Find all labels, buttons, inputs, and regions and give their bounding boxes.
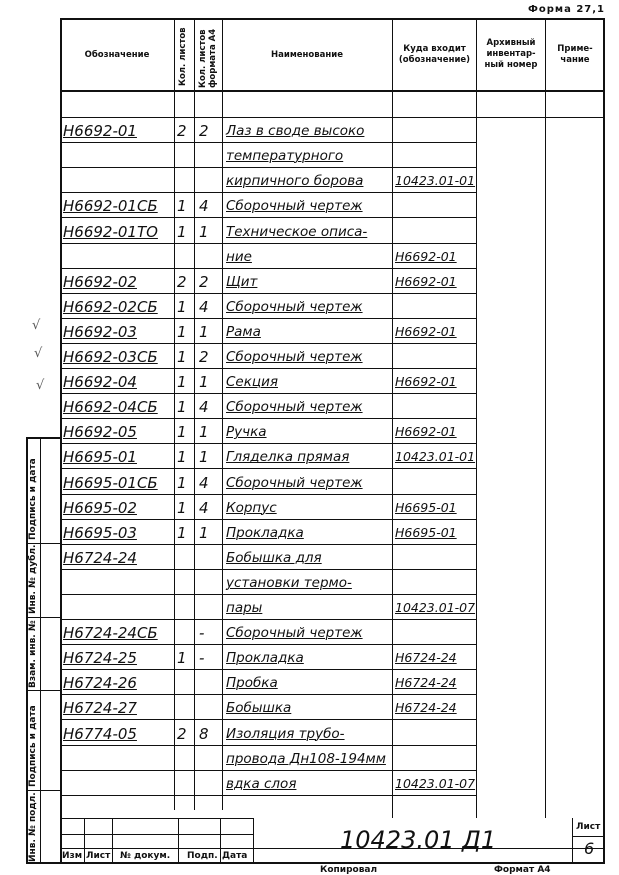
header-archive: Архивный инвентар- ный номер (484, 38, 538, 70)
row-line (60, 343, 477, 344)
row-designation: Н6724-26 (63, 674, 137, 693)
header-divider (60, 90, 605, 92)
row-designation: Н6692-02 (63, 272, 137, 291)
header-where-used: Куда входит (обозначение) (398, 44, 471, 65)
row-count: 1 (177, 498, 187, 517)
row-line (60, 569, 477, 570)
row-name: Рама (226, 323, 261, 340)
row-designation: Н6692-04СБ (63, 398, 158, 417)
stamp-podp: Подп. (187, 851, 218, 861)
sidebar-divider (26, 690, 60, 691)
row-designation: Н6692-04 (63, 373, 137, 392)
row-name: кирпичного борова (226, 173, 364, 190)
row-line (60, 519, 477, 520)
row-count: 1 (177, 197, 187, 216)
sidebar-podp-data-2: Подпись и дата (28, 705, 38, 787)
header-sheets-a4: Кол. листов формата А4 (198, 28, 218, 88)
header-name: Наименование (271, 50, 343, 60)
col-line-1 (174, 18, 175, 810)
row-name: Сборочный чертеж (226, 198, 363, 215)
row-a4: 4 (199, 197, 209, 216)
stamp-line (60, 834, 253, 835)
header-designation: Обозначение (84, 50, 150, 60)
stamp-data: Дата (222, 851, 248, 861)
row-line (60, 117, 605, 118)
row-count: 1 (177, 322, 187, 341)
row-designation: Н6724-27 (63, 699, 137, 718)
row-count: 1 (177, 297, 187, 316)
stamp-line (572, 836, 605, 837)
row-a4: 2 (199, 122, 209, 141)
sidebar-divider (26, 617, 60, 618)
header-note: Приме- чание (557, 44, 593, 65)
row-name: Сборочный чертеж (226, 349, 363, 365)
row-count: 1 (177, 473, 187, 492)
col-line-6 (545, 18, 546, 818)
row-where: Н6692-01 (395, 273, 457, 289)
row-a4: 4 (199, 398, 209, 417)
row-line (60, 368, 477, 369)
stamp-col (112, 818, 113, 864)
row-name: Прокладка (226, 524, 304, 541)
row-count: 1 (177, 523, 187, 542)
row-a4: 2 (199, 348, 209, 366)
row-count: 1 (177, 448, 187, 467)
row-line (60, 293, 477, 294)
row-line (60, 393, 477, 394)
row-name: Изоляция трубо- (226, 725, 345, 742)
row-where: Н6695-01 (395, 499, 457, 515)
stamp-col (84, 818, 85, 864)
row-line (60, 468, 477, 469)
sidebar-vzam: Взам. инв. № (28, 620, 38, 688)
row-count: 1 (177, 398, 187, 417)
row-where: 10423.01-01 (395, 449, 476, 465)
row-line (60, 443, 477, 444)
row-where: Н6692-01 (395, 248, 457, 264)
row-count: 2 (177, 272, 187, 291)
row-name: температурного (226, 148, 344, 165)
row-count: 1 (177, 222, 187, 241)
row-name: Щит (226, 273, 258, 290)
header-sheets-count: Кол. листов (178, 27, 188, 86)
row-designation: Н6695-02 (63, 498, 137, 517)
row-name: Техническое описа- (226, 223, 368, 240)
row-where: Н6724-24 (395, 675, 457, 691)
row-line (60, 418, 477, 419)
footer-copied: Копировал (320, 865, 378, 875)
row-where: 10423.01-01 (395, 173, 476, 189)
row-line (60, 268, 477, 269)
row-count: 1 (177, 649, 187, 668)
row-line (60, 494, 477, 495)
row-name: Сборочный чертеж (226, 625, 363, 642)
row-where: Н6695-01 (395, 524, 457, 540)
row-count: 1 (177, 373, 187, 392)
row-line (60, 745, 477, 746)
stamp-list: Лист (86, 851, 111, 861)
stamp-doc: № докум. (120, 851, 171, 861)
row-name: пары (226, 600, 263, 616)
row-a4: 8 (199, 724, 209, 743)
row-a4: - (199, 624, 205, 643)
row-designation: Н6724-24 (63, 548, 137, 567)
stamp-col (220, 818, 221, 864)
row-count: 1 (177, 348, 187, 366)
row-line (60, 318, 477, 319)
row-line (60, 544, 477, 545)
row-line (60, 619, 477, 620)
row-designation: Н6692-03 (63, 322, 137, 341)
row-name: Бобышка (226, 700, 292, 717)
row-a4: 1 (199, 523, 209, 542)
row-where: Н6724-24 (395, 650, 457, 666)
row-line (60, 142, 477, 143)
row-name: Сборочный чертеж (226, 474, 363, 491)
row-name: Секция (226, 374, 278, 391)
row-designation: Н6724-25 (63, 649, 137, 668)
row-a4: 4 (199, 498, 209, 517)
row-designation: Н6692-02СБ (63, 297, 158, 316)
row-designation: Н6774-05 (63, 724, 137, 743)
stamp-line (60, 848, 605, 849)
row-a4: - (199, 649, 205, 668)
stamp-line (60, 818, 253, 819)
row-line (60, 719, 477, 720)
row-designation: Н6695-01СБ (63, 473, 158, 492)
row-designation: Н6692-03СБ (63, 348, 158, 366)
row-a4: 4 (199, 297, 209, 316)
row-name: Корпус (226, 499, 277, 516)
row-name: ние (226, 248, 252, 265)
row-count: 2 (177, 724, 187, 743)
check-mark: √ (34, 346, 43, 361)
row-where: 10423.01-07 (395, 600, 476, 615)
row-line (60, 594, 477, 595)
form-number: Форма 27,1 (527, 4, 605, 15)
row-a4: 2 (199, 272, 209, 291)
row-line (60, 243, 477, 244)
row-name: установки термо- (226, 574, 352, 591)
check-mark: √ (36, 378, 45, 393)
row-line (60, 669, 477, 670)
row-line (60, 770, 477, 771)
row-designation: Н6724-24СБ (63, 624, 158, 643)
row-line (60, 167, 477, 168)
sidebar-divider (26, 790, 60, 791)
footer-format: Формат А4 (494, 865, 551, 875)
row-name: Гляделка прямая (226, 449, 350, 466)
row-a4: 1 (199, 322, 209, 341)
sidebar-inv-podl: Инв. № подл. (28, 792, 38, 862)
row-where: Н6692-01 (395, 424, 457, 440)
row-line (60, 694, 477, 695)
row-where: Н6692-01 (395, 323, 457, 339)
sheet-label: Лист (576, 822, 601, 832)
row-a4: 1 (199, 373, 209, 392)
row-where: 10423.01-07 (395, 775, 476, 791)
row-a4: 1 (199, 423, 209, 442)
row-designation: Н6692-05 (63, 423, 137, 442)
row-count: 2 (177, 122, 187, 141)
row-designation: Н6695-03 (63, 523, 137, 542)
row-designation: Н6692-01 (63, 122, 137, 141)
sidebar-inv-dubl: Инв. № дубл. (28, 544, 38, 614)
stamp-izm: Изм (62, 851, 83, 861)
row-a4: 1 (199, 222, 209, 241)
row-name: Бобышка для (226, 549, 322, 566)
row-line (60, 192, 477, 193)
row-name: Ручка (226, 424, 267, 441)
document-code: 10423.01 Д1 (340, 826, 497, 854)
row-name: Прокладка (226, 650, 304, 667)
row-line (60, 644, 477, 645)
row-where: Н6724-24 (395, 700, 457, 716)
row-name: провода Дн108-194мм (226, 750, 386, 767)
row-designation: Н6692-01СБ (63, 197, 158, 216)
row-designation: Н6695-01 (63, 448, 137, 467)
sidebar-podp-data-1: Подпись и дата (28, 458, 38, 540)
row-name: Сборочный чертеж (226, 298, 363, 315)
row-where: Н6692-01 (395, 374, 457, 390)
stamp-col (572, 818, 573, 864)
row-a4: 4 (199, 473, 209, 492)
col-line-2 (194, 18, 195, 810)
row-name: Лаз в своде высоко (226, 123, 365, 140)
row-line (60, 795, 477, 796)
sheet-number: 6 (584, 839, 595, 858)
row-count: 1 (177, 423, 187, 442)
row-name: Пробка (226, 675, 278, 692)
row-a4: 1 (199, 448, 209, 467)
sidebar-inner-line (40, 437, 41, 864)
row-designation: Н6692-01ТО (63, 222, 158, 241)
row-line (60, 217, 477, 218)
row-name: вдка слоя (226, 775, 297, 792)
row-name: Сборочный чертеж (226, 399, 363, 416)
check-mark: √ (32, 318, 41, 333)
stamp-col (178, 818, 179, 864)
stamp-col (253, 818, 254, 864)
col-line-3 (222, 18, 223, 810)
